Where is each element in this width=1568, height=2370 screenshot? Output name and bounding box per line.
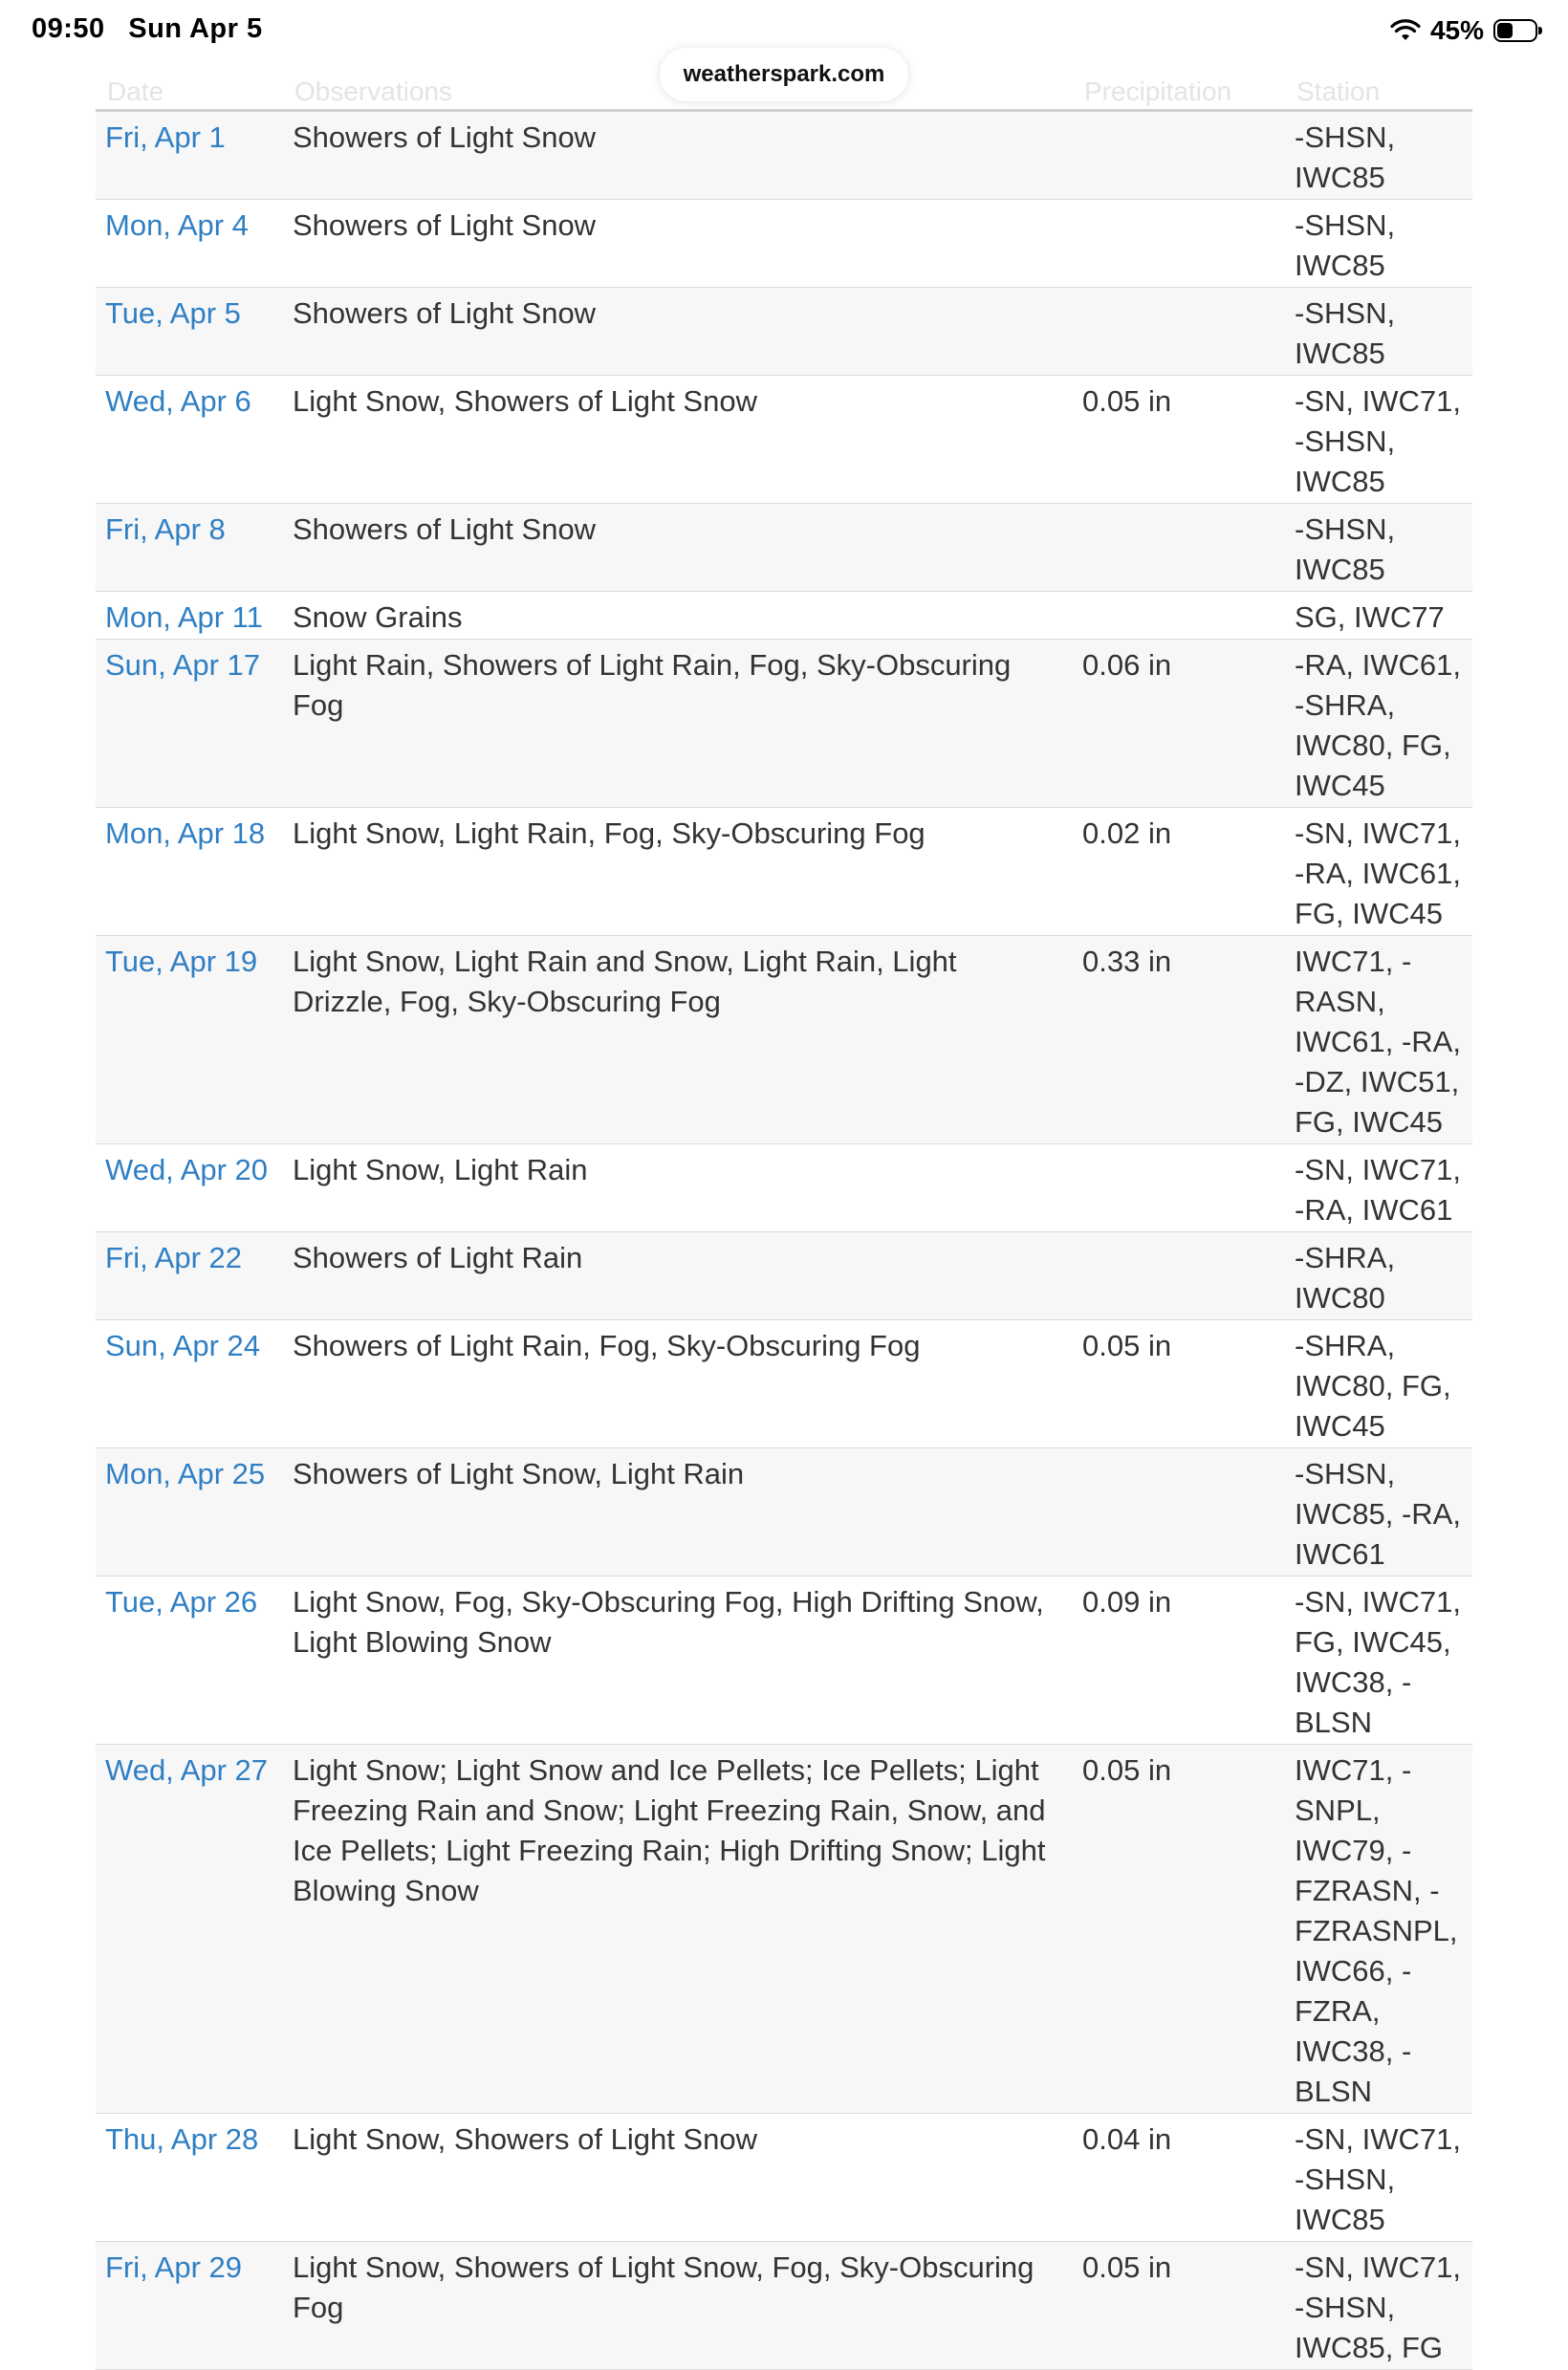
url-bar[interactable] — [660, 48, 908, 101]
observations-cell: Light Snow, Showers of Light Snow — [283, 376, 1073, 504]
table-row — [96, 1144, 1472, 1232]
observations-cell: Light Rain, Showers of Light Rain, Fog, Sky-Obscuring Fog — [283, 640, 1073, 808]
date-link[interactable]: Mon, Apr 11 — [96, 592, 283, 640]
observations-table — [96, 109, 1472, 2370]
precipitation-cell — [1073, 1232, 1285, 1320]
observations-cell: Showers of Light Snow — [283, 504, 1073, 592]
precipitation-cell — [1073, 504, 1285, 592]
date-link[interactable]: Sun, Apr 17 — [96, 640, 283, 808]
station-cell: -SN, IWC71, -SHSN, IWC85, FG — [1285, 2242, 1472, 2370]
table-row — [96, 504, 1472, 592]
station-cell: -SHRA, IWC80 — [1285, 1232, 1472, 1320]
date-link[interactable]: Thu, Apr 28 — [96, 2114, 283, 2242]
date-link[interactable]: Tue, Apr 26 — [96, 1576, 283, 1745]
table-row — [96, 808, 1472, 936]
station-cell: -SHRA, IWC80, FG, IWC45 — [1285, 1320, 1472, 1448]
date-link[interactable]: Mon, Apr 4 — [96, 200, 283, 288]
precipitation-cell — [1073, 112, 1285, 200]
table-row — [96, 1448, 1472, 1576]
observations-cell: Light Snow, Showers of Light Snow, Fog, Sky-Obscuring Fog — [283, 2242, 1073, 2370]
station-cell: IWC71, -SNPL, IWC79, -FZRASN, -FZRASNPL, IWC66, -FZRA, IWC38, -BLSN — [1285, 1745, 1472, 2114]
observations-cell: Showers of Light Snow — [283, 288, 1073, 376]
table-row — [96, 2114, 1472, 2242]
table-row — [96, 2242, 1472, 2370]
status-date: Sun Apr 5 — [128, 13, 263, 44]
station-cell: -SHSN, IWC85 — [1285, 112, 1472, 200]
status-indicators — [1390, 11, 1537, 50]
header-date: Date — [107, 76, 164, 106]
precipitation-cell: 0.05 in — [1073, 1320, 1285, 1448]
station-cell: IWC71, -RASN, IWC61, -RA, -DZ, IWC51, FG, IWC45 — [1285, 936, 1472, 1144]
observations-cell: Showers of Light Rain — [283, 1232, 1073, 1320]
date-link[interactable]: Mon, Apr 25 — [96, 1448, 283, 1576]
status-time — [32, 13, 263, 45]
date-link[interactable]: Tue, Apr 5 — [96, 288, 283, 376]
station-cell: -SHSN, IWC85 — [1285, 200, 1472, 288]
station-cell: -SN, IWC71, -RA, IWC61, FG, IWC45 — [1285, 808, 1472, 936]
header-precipitation: Precipitation — [1084, 76, 1232, 106]
date-link[interactable]: Fri, Apr 22 — [96, 1232, 283, 1320]
station-cell: SG, IWC77 — [1285, 592, 1472, 640]
precipitation-cell: 0.05 in — [1073, 2242, 1285, 2370]
table-row — [96, 112, 1472, 200]
observations-cell: Showers of Light Snow — [283, 112, 1073, 200]
battery-icon — [1493, 19, 1537, 42]
precipitation-cell — [1073, 1144, 1285, 1232]
date-link[interactable]: Wed, Apr 27 — [96, 1745, 283, 2114]
precipitation-cell — [1073, 288, 1285, 376]
station-cell: -SHSN, IWC85, -RA, IWC61 — [1285, 1448, 1472, 1576]
table-row — [96, 1745, 1472, 2114]
precipitation-cell — [1073, 200, 1285, 288]
precipitation-cell: 0.05 in — [1073, 376, 1285, 504]
table-row — [96, 1576, 1472, 1745]
observations-cell: Light Snow, Light Rain and Snow, Light Rain, Light Drizzle, Fog, Sky-Obscuring Fog — [283, 936, 1073, 1144]
precipitation-cell: 0.06 in — [1073, 640, 1285, 808]
station-cell: -RA, IWC61, -SHRA, IWC80, FG, IWC45 — [1285, 640, 1472, 808]
wifi-icon — [1390, 19, 1421, 42]
precipitation-cell: 0.04 in — [1073, 2114, 1285, 2242]
observations-cell: Showers of Light Snow, Light Rain — [283, 1448, 1073, 1576]
status-clock: 09:50 — [32, 13, 105, 44]
battery-tip — [1538, 27, 1542, 34]
date-link[interactable]: Fri, Apr 8 — [96, 504, 283, 592]
date-link[interactable]: Wed, Apr 20 — [96, 1144, 283, 1232]
precipitation-cell: 0.33 in — [1073, 936, 1285, 1144]
observations-cell: Light Snow, Light Rain — [283, 1144, 1073, 1232]
battery-percent: 45% — [1429, 15, 1484, 45]
date-link[interactable]: Mon, Apr 18 — [96, 808, 283, 936]
observations-cell: Light Snow, Light Rain, Fog, Sky-Obscuring Fog — [283, 808, 1073, 936]
date-link[interactable]: Fri, Apr 1 — [96, 112, 283, 200]
table-row — [96, 1232, 1472, 1320]
battery-fill — [1497, 23, 1513, 38]
observations-cell: Light Snow, Showers of Light Snow — [283, 2114, 1073, 2242]
header-station: Station — [1296, 76, 1381, 106]
date-link[interactable]: Sun, Apr 24 — [96, 1320, 283, 1448]
table-row — [96, 200, 1472, 288]
date-link[interactable]: Tue, Apr 19 — [96, 936, 283, 1144]
observations-cell: Light Snow, Fog, Sky-Obscuring Fog, High Drifting Snow, Light Blowing Snow — [283, 1576, 1073, 1745]
precipitation-cell: 0.09 in — [1073, 1576, 1285, 1745]
station-cell: -SN, IWC71, -RA, IWC61 — [1285, 1144, 1472, 1232]
table-row — [96, 640, 1472, 808]
date-link[interactable]: Fri, Apr 29 — [96, 2242, 283, 2370]
station-cell: -SN, IWC71, FG, IWC45, IWC38, -BLSN — [1285, 1576, 1472, 1745]
observations-cell: Showers of Light Rain, Fog, Sky-Obscuring Fog — [283, 1320, 1073, 1448]
precipitation-cell: 0.05 in — [1073, 1745, 1285, 2114]
header-observations: Observations — [294, 76, 452, 106]
station-cell: -SN, IWC71, -SHSN, IWC85 — [1285, 376, 1472, 504]
precipitation-cell — [1073, 1448, 1285, 1576]
station-cell: -SHSN, IWC85 — [1285, 504, 1472, 592]
station-cell: -SN, IWC71, -SHSN, IWC85 — [1285, 2114, 1472, 2242]
table-row — [96, 376, 1472, 504]
table-row — [96, 936, 1472, 1144]
date-link[interactable]: Wed, Apr 6 — [96, 376, 283, 504]
table-row — [96, 288, 1472, 376]
table-row — [96, 592, 1472, 640]
observations-cell: Snow Grains — [283, 592, 1073, 640]
table-row — [96, 1320, 1472, 1448]
observations-cell: Light Snow; Light Snow and Ice Pellets; Ice Pellets; Light Freezing Rain and Snow; Light Freezing Rain, Snow, and Ice Pellets; Light Freezing Rain; High Drifting Snow; Light Blowing Snow — [283, 1745, 1073, 2114]
station-cell: -SHSN, IWC85 — [1285, 288, 1472, 376]
url-text: weatherspark.com — [683, 61, 885, 87]
precipitation-cell — [1073, 592, 1285, 640]
precipitation-cell: 0.02 in — [1073, 808, 1285, 936]
observations-cell: Showers of Light Snow — [283, 200, 1073, 288]
table-body — [96, 112, 1472, 2370]
